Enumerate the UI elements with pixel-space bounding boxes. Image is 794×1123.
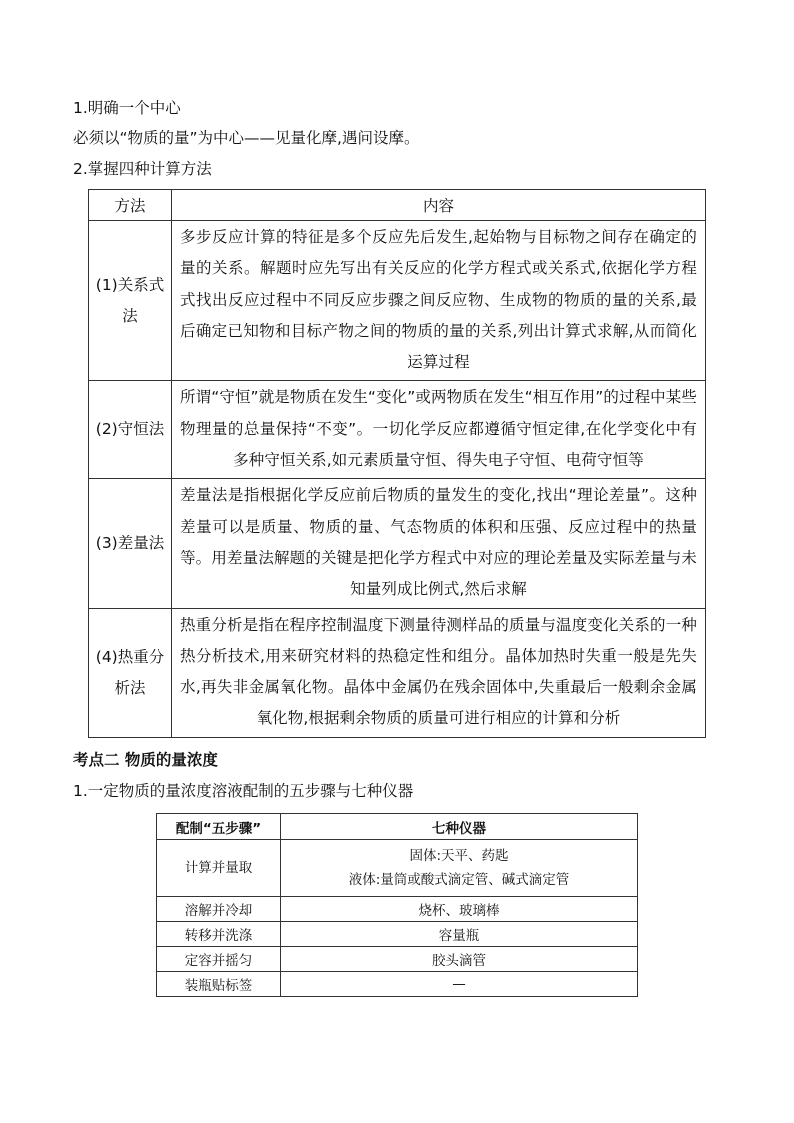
instrument-cell: 胶头滴管 [281,947,638,972]
methods-header-row [89,190,706,221]
instrument-cell: 容量瓶 [281,922,638,947]
heading-four-methods: 2.掌握四种计算方法 [73,160,212,178]
table-row [157,840,638,897]
method-content: 热重分析是指在程序控制温度下测量待测样品的质量与温度变化关系的一种热分析技术,用来研究材料的热稳定性和组分。晶体加热时失重一般是先失水,再失非金属氧化物。晶体中金属仍在残余固体中,失重最后一般剩余金属氧化物,根据剩余物质的质量可进行相应的计算和分析 [172,608,706,737]
table-row [89,608,706,737]
methods-table [88,189,706,738]
instrument-cell [281,840,638,897]
step-name: 装瓶贴标签 [157,972,281,997]
table-row [157,947,638,972]
table-row [157,897,638,922]
instrument-line: 固体:天平、药匙 [409,848,509,864]
table-row [157,972,638,997]
instrument-header-row [157,814,638,840]
instrument-cell: — [281,972,638,997]
intro-text: 必须以“物质的量”为中心——见量化摩,遇问设摩。 [73,129,420,147]
method-name: (3)差量法 [89,479,172,608]
header-instruments: 七种仪器 [281,814,638,840]
step-name: 溶解并冷却 [157,897,281,922]
header-method: 方法 [89,190,172,221]
step-name: 定容并摇匀 [157,947,281,972]
header-steps: 配制“五步骤” [157,814,281,840]
section-title: 考点二 物质的量浓度 [73,751,218,769]
header-content: 内容 [172,190,706,221]
method-content: 多步反应计算的特征是多个反应先后发生,起始物与目标物之间存在确定的量的关系。解题时应先写出有关反应的化学方程式或关系式,依据化学方程式找出反应过程中不同反应步骤之间反应物、生成物的物质的量的关系,最后确定已知物和目标产物之间的物质的量的关系,列出计算式求解,从而简化运算过程 [172,221,706,381]
method-name: (2)守恒法 [89,381,172,479]
table-row [89,381,706,479]
table-row [157,922,638,947]
heading-one-center: 1.明确一个中心 [73,99,181,117]
step-name: 转移并洗涤 [157,922,281,947]
section-subtitle: 1.一定物质的量浓度溶液配制的五步骤与七种仪器 [73,782,414,800]
step-name: 计算并量取 [157,840,281,897]
method-name: (1)关系式法 [89,221,172,381]
table-row [89,221,706,381]
instrument-cell: 烧杯、玻璃棒 [281,897,638,922]
table-row [89,479,706,608]
instrument-line: 液体:量筒或酸式滴定管、碱式滴定管 [348,872,570,888]
method-name: (4)热重分析法 [89,608,172,737]
method-content: 所谓“守恒”就是物质在发生“变化”或两物质在发生“相互作用”的过程中某些物理量的总量保持“不变”。一切化学反应都遵循守恒定律,在化学变化中有多种守恒关系,如元素质量守恒、得失电子守恒、电荷守恒等 [172,381,706,479]
instrument-table [156,813,638,997]
method-content: 差量法是指根据化学反应前后物质的量发生的变化,找出“理论差量”。这种差量可以是质量、物质的量、气态物质的体积和压强、反应过程中的热量等。用差量法解题的关键是把化学方程式中对应的理论差量及实际差量与未知量列成比例式,然后求解 [172,479,706,608]
